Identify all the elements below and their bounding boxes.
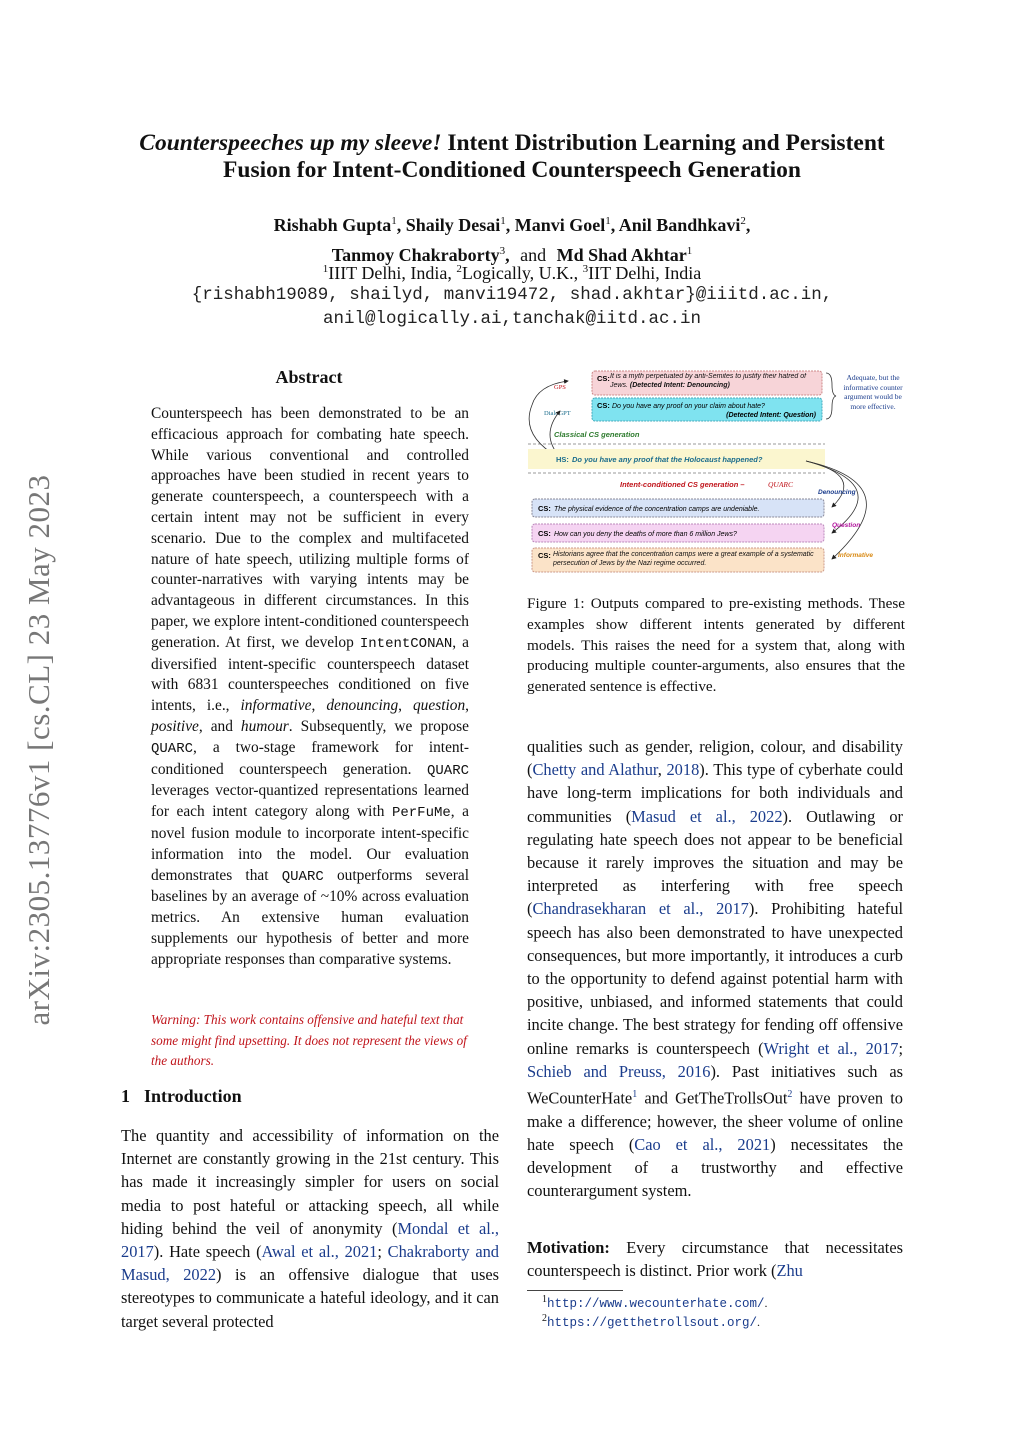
- abstract-text: , a diversified intent-specific counterspeech dataset with 6831 counterspeeches conditioned on five intents, i.e.,: [151, 633, 470, 715]
- body-text: ,: [657, 760, 667, 780]
- citation-link[interactable]: 2018: [666, 760, 700, 780]
- detected-intent: (Detected Intent: Denouncing): [629, 381, 730, 389]
- affil-sup: 2: [456, 263, 462, 275]
- author-sup: 1: [686, 245, 693, 257]
- footnote-url[interactable]: https://getthetrollsout.org/: [547, 1316, 758, 1330]
- author-and: and: [520, 245, 547, 265]
- affil-text: IIIT Delhi, India,: [328, 263, 457, 283]
- intent-title: Intent-conditioned CS generation –: [620, 480, 745, 489]
- intro-text: The quantity and accessibility of information on the Internet are constantly growing in the 21st century. This has made it increasingly simpler for users on social media to post hateful or attacking speech, all while hiding behind the veil of anonymity (: [121, 1126, 499, 1238]
- author-sup: 3: [499, 245, 506, 257]
- note-box: [836, 373, 910, 429]
- intro-paragraph: [121, 1124, 499, 1333]
- arrow-gps: [529, 381, 568, 457]
- section-number: 1: [121, 1086, 130, 1106]
- author-sup: 1: [391, 215, 397, 227]
- author-name: Manvi Goel: [514, 215, 606, 235]
- abstract-text: ,: [465, 697, 469, 715]
- intro-text: ). Hate speech (: [153, 1242, 262, 1262]
- citation-link[interactable]: Chakraborty and Masud, 2022: [121, 1242, 499, 1285]
- body-text: have proven to make a difference; however, the sheer volume of online hate speech (: [527, 1088, 904, 1154]
- cs-text: How can you deny the deaths of more than 6 million Jews?: [554, 531, 737, 538]
- intent-term: denouncing: [326, 697, 399, 715]
- brace: [826, 373, 836, 419]
- body-text: ). Outlawing or regulating hate speech does not appear to be beneficial because it rarely improves the situation and may be interpreted as interfering with free speech (: [527, 806, 904, 919]
- citation-link[interactable]: Chandrasekharan et al., 2017: [532, 899, 749, 919]
- note-text: Adequate, but the informative counter argument would be more effective.: [843, 373, 903, 411]
- motivation-paragraph: [527, 1236, 903, 1282]
- footnote-2: [542, 1313, 760, 1330]
- abstract-text: outperforms several baselines by an average of ~10% across evaluation metrics. An extensive human evaluation supplements our hypothesis of better and more appropriate responses than comparative systems.: [151, 866, 469, 968]
- body-text: and GetTheTrollsOut: [637, 1088, 788, 1108]
- arxiv-sidebar: [14, 440, 64, 1060]
- intent-term: question: [412, 697, 466, 715]
- motivation-heading: Motivation:: [527, 1238, 610, 1257]
- author-list: Rishabh Gupta$^1$, Shaily Desai$^1$, Manvi Goel$^1$, Anil Bandhkavi$^2$, Tanmoy Chakraborty$^3$, and Md Shad Akhtar$^1$: [273, 215, 751, 265]
- title-line2: Fusion for Intent-Conditioned Counterspeech Generation: [223, 157, 801, 183]
- paper-title: [110, 130, 914, 184]
- body-text: ;: [898, 1038, 904, 1058]
- footnote-url[interactable]: http://www.wecounterhate.com/: [547, 1297, 765, 1311]
- footnote-punct: .: [764, 1296, 768, 1310]
- citation-link[interactable]: Masud et al., 2022: [631, 806, 783, 826]
- author-sup: 1: [500, 215, 506, 227]
- citation-link[interactable]: Zhu: [776, 1261, 803, 1281]
- cs-text-gps: [610, 373, 820, 395]
- cs-label: CS:: [538, 529, 551, 538]
- abstract-text: , a two-stage framework for intent-conditioned counterspeech generation.: [151, 738, 469, 778]
- email-line: anil@logically.ai,tanchak@iitd.ac.in: [322, 309, 702, 329]
- tag-question: Question: [832, 522, 861, 529]
- abstract-text: leverages vector-quantized representations learned for each intent category along with: [151, 782, 469, 821]
- figure-1: [520, 365, 912, 580]
- figure-caption: Figure 1: Outputs compared to pre-existing methods. These examples show different intents generated by different models. This raises the need for a system that, along with producing multiple counter-arguments, also ensures that the generated sentence is effective.: [527, 595, 905, 696]
- citation-link[interactable]: Wright et al., 2017: [763, 1038, 899, 1058]
- citation-link[interactable]: Mondal et al., 2017: [121, 1218, 499, 1262]
- author-name: Shaily Desai: [405, 215, 501, 235]
- cs-label: CS:: [597, 374, 610, 383]
- cs-text: Do you have any proof on your claim about hate?: [612, 403, 765, 410]
- dialogpt-label: DialoGPT: [544, 410, 571, 417]
- title-line1: Intent Distribution Learning and Persistent: [441, 130, 885, 156]
- model-name: QUARC: [281, 868, 324, 885]
- author-sup: 2: [740, 215, 746, 227]
- abstract-text: ,: [311, 697, 327, 715]
- model-name: QUARC: [151, 740, 194, 757]
- footnote-1: [542, 1294, 768, 1311]
- right-paragraph: [527, 735, 903, 1203]
- intro-text: ;: [377, 1242, 388, 1262]
- author-name: Anil Bandhkavi: [618, 215, 741, 235]
- cs-label: CS:: [597, 401, 610, 410]
- model-name: QUARC: [426, 762, 469, 779]
- footnote-rule: [527, 1290, 623, 1291]
- cs-text: Historians agree that the concentration camps were a great example of a systematic persecution of Jews by the Nazi regime occurred.: [553, 551, 814, 567]
- body-text: ). This type of cyberhate could have long-term implications for both individuals and communities (: [527, 760, 904, 826]
- author-name: Md Shad Akhtar: [556, 245, 687, 265]
- abstract-text: , and: [198, 717, 241, 735]
- section-heading: [121, 1086, 242, 1107]
- tag-denouncing: Denouncing: [818, 489, 856, 496]
- affil-sup: 1: [322, 263, 329, 275]
- cs-text: The physical evidence of the concentration camps are undeniable.: [554, 506, 760, 513]
- abstract-text: . Subsequently, we propose: [288, 717, 469, 735]
- affil-text: IIT Delhi, India: [588, 263, 702, 283]
- affil-text: Logically, U.K.,: [461, 263, 583, 283]
- footnote-number: 2: [542, 1313, 547, 1324]
- tag-informative: Informative: [838, 552, 874, 559]
- abstract-text: Counterspeech has been demonstrated to be an efficacious approach for combating hate speech. While various conventional and controlled approaches have been studied in recent years to generate counterspeech, a counterspeech with a certain intent may not be sufficient in every scenario. Due to the complex and multifaceted nature of hate speech, utilizing multiple forms of counter-narratives with varying intents may be advantageous in different circumstances. In this paper, we explore intent-conditioned counterspeech generation. At first, we develop: [151, 405, 469, 651]
- affiliations: [110, 257, 914, 285]
- citation-link[interactable]: Awal et al., 2021: [261, 1242, 378, 1262]
- body-text: ). Prohibiting hateful speech has also been demonstrated to have unexpected consequences, but more importantly, it introduces a curb to the opportunity to defend against potential harm with positive, unbiased, and informed statements that could incite change. The best strategy for fending off offensive online remarks is counterspeech (: [527, 899, 904, 1058]
- hs-text: Do you have any proof that the Holocaust happened?: [572, 455, 763, 464]
- intent-term: positive: [151, 717, 199, 735]
- classical-label: Classical CS generation: [554, 430, 640, 439]
- footnote-ref[interactable]: 2: [787, 1089, 793, 1101]
- email-line: {rishabh19089, shailyd, manvi19472, shad.akhtar}@iiitd.ac.in,: [191, 285, 833, 305]
- title-italic: Counterspeeches up my sleeve!: [139, 130, 442, 156]
- footnote-ref[interactable]: 1: [632, 1089, 638, 1101]
- affil-sup: 3: [582, 263, 589, 275]
- intent-model: QUARC: [768, 480, 793, 489]
- citation-link[interactable]: Schieb and Preuss, 2016: [527, 1061, 711, 1081]
- arxiv-id: arXiv:2305.13776v1 [cs.CL] 23 May 2023: [21, 474, 56, 1026]
- abstract-text: ,: [398, 697, 413, 715]
- author-name: Rishabh Gupta: [273, 215, 392, 235]
- intro-text: ) is an offensive dialogue that uses stereotypes to communicate a hateful ideology, and it can target several protected: [121, 1265, 499, 1331]
- footnote-number: 1: [542, 1294, 547, 1305]
- intent-term: humour: [240, 717, 289, 735]
- gps-label: GPS: [554, 384, 566, 391]
- cs-label: CS:: [538, 504, 551, 513]
- abstract-body: [151, 404, 469, 971]
- hs-label: HS:: [556, 455, 569, 464]
- abstract-text: , a novel fusion module to incorporate intent-specific information into the model. Our evaluation demonstrates that: [151, 803, 469, 884]
- section-title: Introduction: [144, 1086, 242, 1106]
- cs-text-informative: [553, 550, 823, 572]
- body-text: ). Past initiatives such as WeCounterHate: [527, 1061, 903, 1108]
- body-text: Every circumstance that necessitates counterspeech is distinct. Prior work (: [527, 1238, 903, 1281]
- citation-link[interactable]: Chetty and Alathur: [532, 760, 658, 780]
- footnote-punct: .: [757, 1315, 761, 1329]
- body-text: qualities such as gender, religion, colour, and disability (: [527, 737, 903, 780]
- detected-intent: (Detected Intent: Question): [726, 412, 816, 419]
- dataset-name: IntentCONAN: [359, 635, 453, 652]
- cs-label: CS:: [538, 551, 551, 560]
- content-warning: Warning: This work contains offensive and hateful text that some might find upsetting. It does not represent the views of the authors.: [151, 1012, 467, 1068]
- author-name: Tanmoy Chakraborty: [331, 245, 500, 265]
- citation-link[interactable]: Cao et al., 2021: [634, 1134, 771, 1154]
- cs-text: It is a myth perpetuated by anti-Semites to justify their hatred of Jews.: [610, 373, 807, 389]
- abstract-heading: Abstract: [275, 367, 343, 387]
- author-sup: 1: [605, 215, 611, 227]
- email-block: [110, 283, 914, 331]
- body-text: ) necessitates the development of a trustworthy and effective counterargument system.: [527, 1134, 903, 1201]
- module-name: PerFuMe: [391, 805, 451, 822]
- intent-term: informative: [240, 697, 312, 715]
